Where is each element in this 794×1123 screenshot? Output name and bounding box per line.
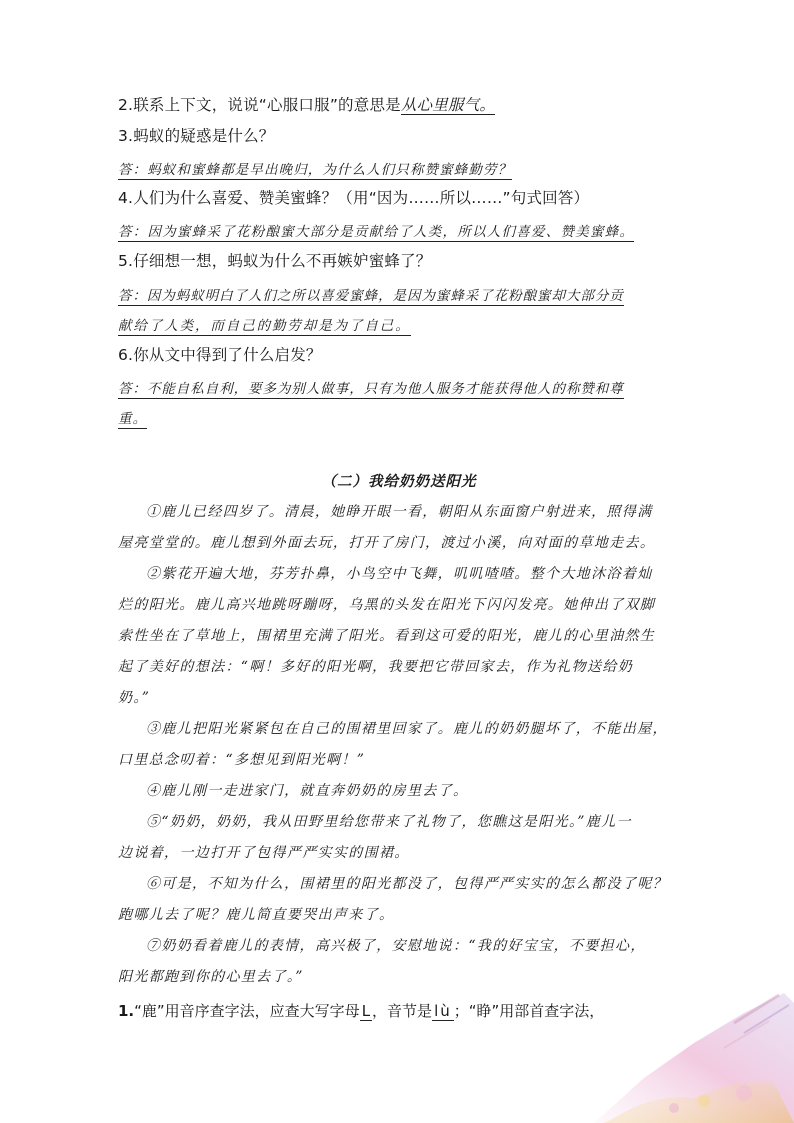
passage-line: ①鹿儿已经四岁了。清晨，她睁开眼一看，朝阳从东面窗户射进来，照得满	[146, 504, 653, 520]
passage-question-1	[118, 1000, 604, 1021]
passage-line: ⑦奶奶看着鹿儿的表情，高兴极了，安慰地说：“我的好宝宝，不要担心，	[146, 938, 646, 954]
question-2-text: 2.联系上下文，说说“心服口服”的意思是	[118, 96, 401, 114]
section-title: （二）我给奶奶送阳光	[321, 473, 477, 490]
passage-line: 口里总念叨着：“多想见到阳光啊！”	[118, 752, 366, 768]
corner-decoration-image	[584, 983, 794, 1123]
passage-paragraph-3	[118, 714, 678, 776]
question-4: 4.人们为什么喜爱、赞美蜜蜂？（用“因为……所以……”句式回答）	[118, 189, 590, 207]
letter-blank: L	[361, 1002, 371, 1020]
passage-line: ②紫花开遍大地，芬芳扑鼻，小鸟空中飞舞，叽叽喳喳。整个大地沐浴着灿	[146, 566, 653, 582]
question-3: 3.蚂蚁的疑惑是什么？	[118, 127, 275, 145]
passage-paragraph-1	[118, 497, 678, 559]
answer-5-line-1	[118, 284, 624, 307]
passage-line: ④鹿儿刚一走进家门，就直奔奶奶的房里去了。	[146, 783, 469, 799]
passage-line: 奶。”	[118, 690, 151, 706]
passage-line: 屋亮堂堂的。鹿儿想到外面去玩，打开了房门，渡过小溪，向对面的草地走去。	[118, 535, 656, 551]
answer-3-line	[118, 158, 512, 181]
passage-question-1-text-c: ；“睁”用部首查字法，	[453, 1002, 605, 1020]
decor-dot	[669, 1103, 679, 1113]
passage-line: ③鹿儿把阳光紧紧包在自己的围裙里回家了。鹿儿的奶奶腿坏了，不能出屋，	[146, 721, 668, 737]
question-2-answer: 从心里服气。	[400, 96, 496, 114]
passage-line: ⑥可是，不知为什么，围裙里的阳光都没了，包得严严实实的怎么都没了呢？	[146, 876, 668, 892]
passage-line: 跑哪儿去了呢？鹿儿简直要哭出声来了。	[118, 907, 395, 923]
passage-paragraph-5	[118, 807, 678, 869]
answer-4: 答：因为蜜蜂采了花粉酿蜜大部分是贡献给了人类，所以人们喜爱、赞美蜜蜂。	[118, 224, 635, 240]
passage-paragraph-6	[118, 869, 678, 931]
decor-dot	[736, 1085, 752, 1101]
decor-dot	[698, 1095, 710, 1107]
answer-6-line-1	[118, 377, 624, 400]
passage-line: 阳光都跑到你的心里去了。”	[118, 969, 304, 985]
passage-paragraph-2	[118, 559, 678, 714]
passage-line: ⑤“奶奶，奶奶，我从田野里给您带来了礼物了，您瞧这是阳光。”鹿儿一	[146, 814, 632, 830]
answer-5-part-1: 答：因为蚂蚁明白了人们之所以喜爱蜜蜂，是因为蜜蜂采了花粉酿蜜却大部分贡	[118, 288, 624, 304]
answer-3: 答：蚂蚁和蜜蜂都是早出晚归，为什么人们只称赞蜜蜂勤劳？	[118, 162, 513, 178]
passage-question-1-text-b: ，音节是	[372, 1002, 433, 1020]
answer-5-part-2: 献给了人类，而自己的勤劳却是为了自己。	[118, 318, 411, 334]
answer-6-part-2: 重。	[118, 411, 148, 427]
question-5: 5.仔细想一想，蚂蚁为什么不再嫉妒蜜蜂了？	[118, 252, 432, 270]
answer-6-line-2	[118, 407, 147, 430]
passage-line: 烂的阳光。鹿儿高兴地跳呀蹦呀，乌黑的头发在阳光下闪闪发亮。她伸出了双脚	[118, 597, 656, 613]
passage-line: 索性坐在了草地上，围裙里充满了阳光。看到这可爱的阳光，鹿儿的心里油然生	[118, 628, 656, 644]
passage-line: 边说着，一边打开了包得严严实实的围裙。	[118, 845, 410, 861]
passage-line: 起了美好的想法：“啊！多好的阳光啊，我要把它带回家去，作为礼物送给奶	[118, 659, 634, 675]
question-6: 6.你从文中得到了什么启发？	[118, 346, 322, 364]
answer-4-line	[118, 220, 634, 243]
passage-question-1-number: 1.	[118, 1002, 135, 1020]
answer-6-part-1: 答：不能自私自利，要多为别人做事，只有为他人服务才能获得他人的称赞和尊	[118, 381, 624, 397]
answer-5-line-2	[118, 314, 411, 337]
passage-question-1-text-a: “鹿”用音序查字法，应查大写字母	[134, 1002, 360, 1020]
question-2	[118, 94, 495, 116]
passage-paragraph-4	[118, 776, 678, 807]
syllable-blank: lù	[434, 1002, 452, 1020]
